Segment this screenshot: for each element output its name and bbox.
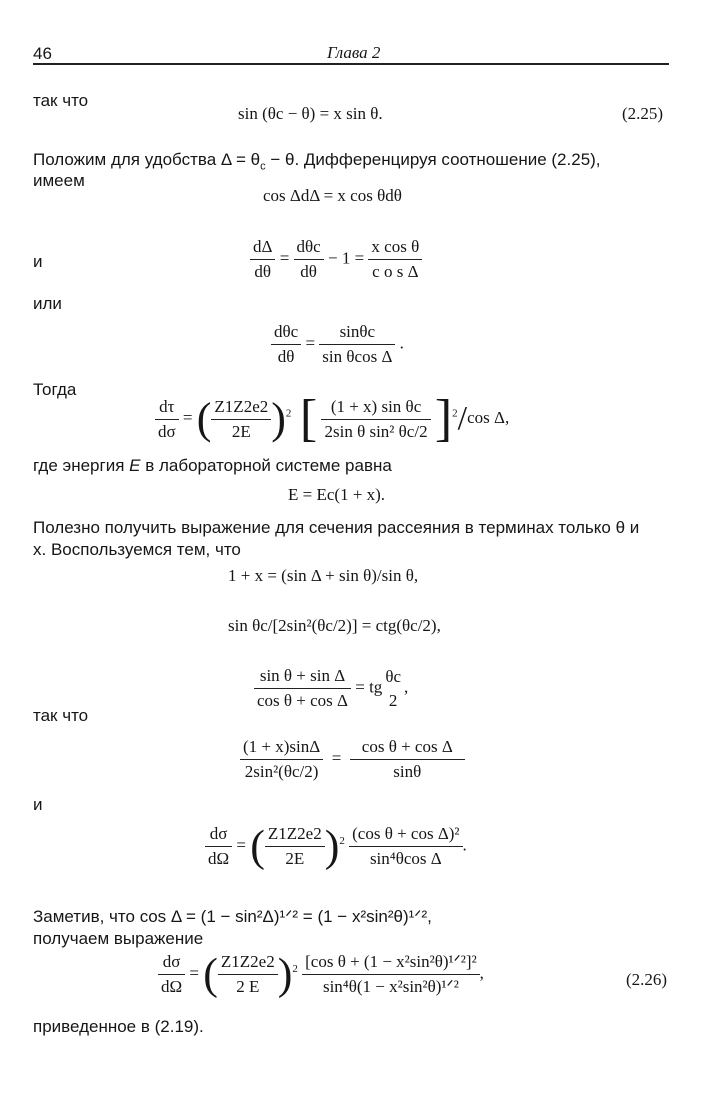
frac-cos-sum-sq: $\frac{\text{(cos θ + cos Δ)²}}{\text{sin⁴θcos Δ}}$ <box>349 824 462 869</box>
frac-z1z2e2-2e-3: $\frac{Z1Z2e2}{2 E}$ <box>218 952 278 997</box>
equation-number-2-25: (2.25) <box>622 104 664 123</box>
paragraph-zametiv: Заметив, что cos Δ = (1 − sin²Δ)¹ᐟ² = (1 − x²sin²θ)¹ᐟ², <box>33 907 432 926</box>
equation-number-2-26: (2.26) <box>626 970 668 989</box>
frac-dsigma-domega-2: $\frac{d\sigma}{d\Omega}$ <box>158 952 185 997</box>
frac-dsigma-domega-1: $\frac{d\sigma}{d\Omega}$ <box>205 824 232 869</box>
equation-1-plus-x: 1 + x = (sin Δ + sin θ)/sin θ, <box>228 566 419 585</box>
paragraph-polozhim-sub: c <box>260 160 266 173</box>
equation-dthetac-dtheta: $\frac{\text{dθc}}{d\theta}$ = $\frac{\sin\theta c}{\text{sin θcos Δ}}$ . <box>271 322 404 367</box>
header-rule <box>33 63 669 65</box>
frac-sinthetac: $\frac{\sin\theta c}{\text{sin θcos Δ}}$ <box>319 322 395 367</box>
text-tak-chto-2: так что <box>33 706 89 725</box>
text-imeem: имеем <box>33 171 85 190</box>
frac-cos-sum-sintheta: $\frac{\text{cos θ + cos Δ}}{\sin\theta}$ <box>350 737 465 782</box>
frac-xcos-cosdelta: $\frac{\text{x cos θ}}{\text{c o s Δ}}$ <box>368 237 422 282</box>
equation-ctg: sin θc/[2sin²(θc/2)] = ctg(θc/2), <box>228 616 441 635</box>
paragraph-polozhim-part1: Положим для удобства Δ = θ <box>33 150 261 169</box>
frac-thetac-2: θc 2 <box>385 666 402 710</box>
frac-1x-sindelta: $\frac{(1 + x)\sin\Delta}{\text{2sin²(θc/2)}}$ <box>240 737 323 782</box>
paragraph-polozhim-part2: − θ. Дифференцируя соотношение (2.25), <box>265 150 601 169</box>
text-privedennoe: приведенное в (2.19). <box>33 1017 204 1036</box>
frac-z1z2e2-2e: $\frac{Z1Z2e2}{2E}$ <box>211 397 271 442</box>
frac-sin-sum-cos-sum: $\frac{\text{sin θ + sin Δ}}{\text{cos θ + cos Δ}}$ <box>254 666 351 711</box>
equation-energy: E = Ec(1 + x). <box>288 485 386 504</box>
paragraph-polozhim <box>33 150 601 172</box>
equation-sindelta-ratio: $\frac{(1 + x)\sin\Delta}{\text{2sin²(θc/2)}}$ = $\frac{\text{cos θ + cos Δ}}{\sin\theta}$ <box>240 737 465 782</box>
equation-2-26: $\frac{d\sigma}{d\Omega}$ = ( $\frac{Z1Z2e2}{2 E}$ )$^2$ $\frac{\text{[cos θ + (1 − x²sin²θ)¹ᐟ²]²}}{\text{sin⁴θ(1 − x²sin²θ)¹ᐟ²}}$ , <box>158 952 484 997</box>
frac-ddelta-dtheta: $\frac{d\Delta}{d\theta}$ <box>250 237 275 282</box>
paragraph-polezno-2: x. Воспользуемся тем, что <box>33 540 241 559</box>
frac-1x-sinthetac: $\frac{\text{(1 + x) sin θc}}{\text{2sin θ sin² θc/2}}$ <box>321 397 430 442</box>
frac-final: $\frac{\text{[cos θ + (1 − x²sin²θ)¹ᐟ²]²}}{\text{sin⁴θ(1 − x²sin²θ)¹ᐟ²}}$ <box>302 952 480 997</box>
chapter-title: Глава 2 <box>327 43 381 62</box>
paragraph-polezno-1: Полезно получить выражение для сечения рассеяния в терминах только θ и <box>33 518 640 537</box>
text-i-2: и <box>33 795 43 814</box>
frac-dthetac-dtheta: $\frac{\text{dθc}}{d\theta}$ <box>294 237 324 282</box>
text-i-1: и <box>33 252 43 271</box>
equation-ddelta-dtheta: $\frac{d\Delta}{d\theta}$ = $\frac{\text{dθc}}{d\theta}$ − 1 = $\frac{\text{x cos θ}}{\text{c o s Δ}}$ <box>250 237 422 282</box>
text-poluchaem: получаем выражение <box>33 929 204 948</box>
frac-dtau-dsigma: $\frac{d\tau}{d\sigma}$ <box>155 397 179 442</box>
text-ili: или <box>33 294 62 313</box>
equation-2-25: sin (θc − θ) = x sin θ. <box>238 104 383 123</box>
page-number: 46 <box>33 44 52 63</box>
text-tak-chto-1: так что <box>33 91 89 110</box>
frac-dthetac: $\frac{\text{dθc}}{d\theta}$ <box>271 322 301 367</box>
equation-dtau-dsigma: $\frac{d\tau}{d\sigma}$ = ( $\frac{Z1Z2e2}{2E}$ )$^2$ [ $\frac{\text{(1 + x) sin θc}}{\text{2sin θ sin² θc/2}}$ ]$^2$/cos Δ, <box>155 393 509 445</box>
text-gde-energiya: где энергия E в лабораторной системе равна <box>33 456 392 475</box>
text-togda: Тогда <box>33 380 77 399</box>
equation-tg: $\frac{\text{sin θ + sin Δ}}{\text{cos θ + cos Δ}}$ = tg θc 2 , <box>254 666 408 711</box>
frac-z1z2e2-2e-2: $\frac{Z1Z2e2}{2E}$ <box>265 824 325 869</box>
equation-cos-delta: cos ΔdΔ = x cos θdθ <box>263 186 402 205</box>
equation-dsigma-domega-1: $\frac{d\sigma}{d\Omega}$ = ( $\frac{Z1Z2e2}{2E}$ )$^2$ $\frac{\text{(cos θ + cos Δ)²}}{\text{sin⁴θcos Δ}}$ . <box>205 824 467 869</box>
